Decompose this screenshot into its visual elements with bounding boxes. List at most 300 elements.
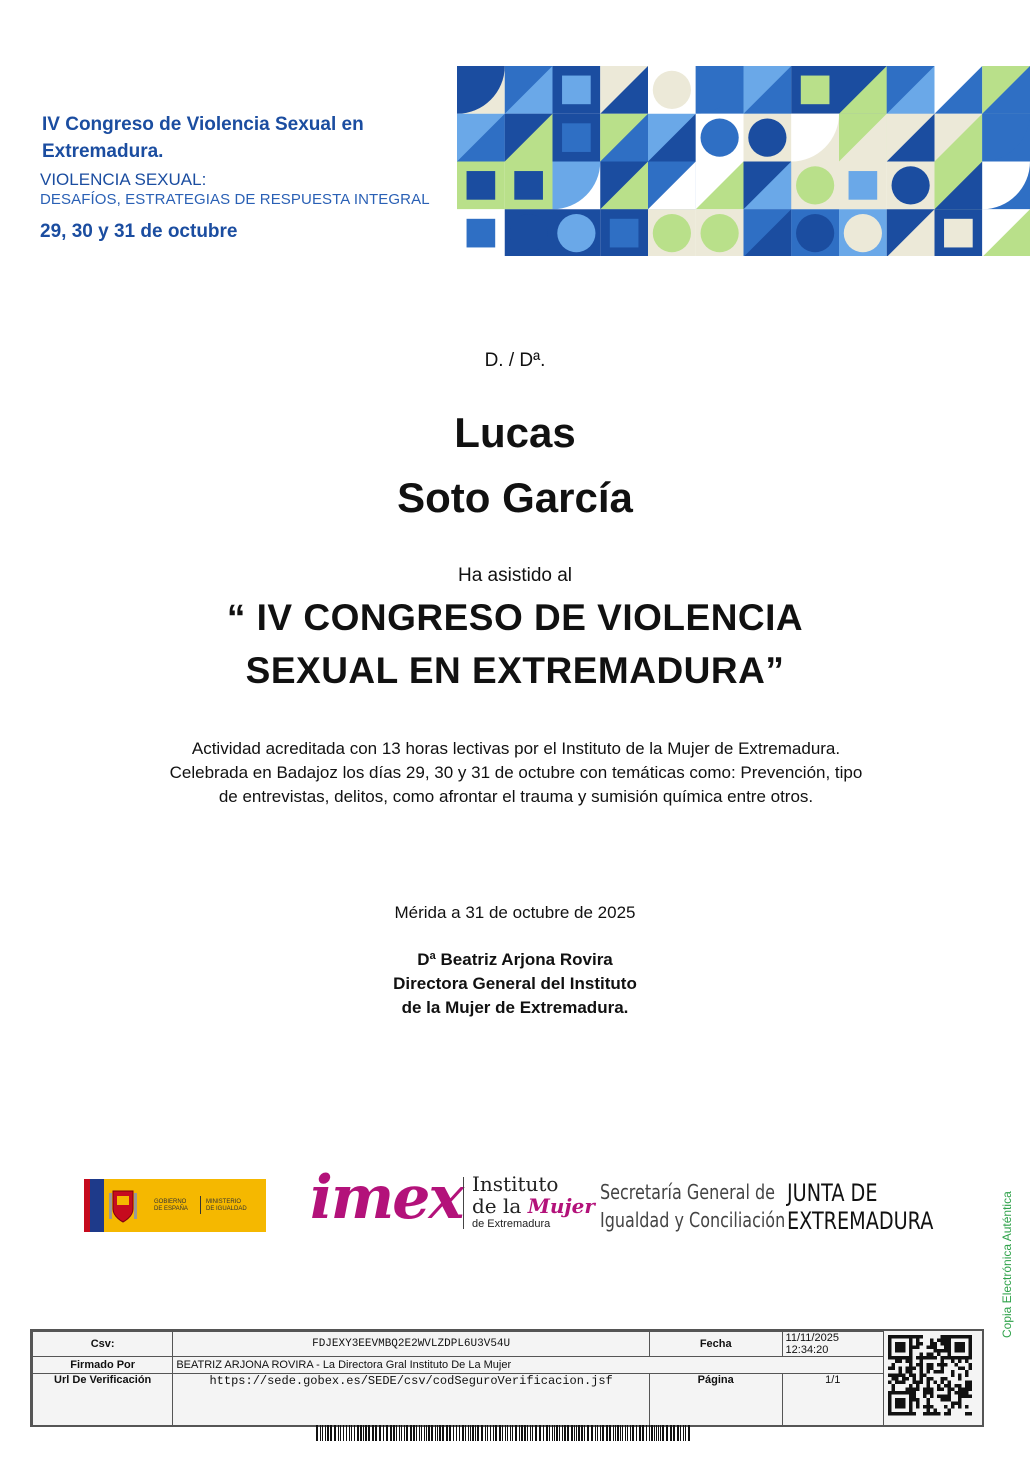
barcode-bar [413,1425,415,1441]
qr-module [906,1412,910,1416]
barcode-bar [539,1425,541,1441]
qr-module [909,1356,913,1360]
qr-module [920,1335,924,1339]
qr-module [941,1335,945,1339]
qr-module [951,1402,955,1406]
signer-role-2: de la Mujer de Extremadura. [401,998,629,1017]
qr-module [951,1374,955,1378]
attendee-surnames: Soto García [397,474,633,521]
qr-module [888,1356,892,1360]
qr-module [969,1339,973,1343]
qr-module [916,1346,920,1350]
qr-module [909,1374,913,1378]
csv-label: Csv: [33,1332,173,1357]
qr-module [944,1335,948,1339]
qr-module [927,1367,931,1371]
qr-module [944,1384,948,1388]
barcode-bar [567,1425,569,1441]
barcode-bar [507,1425,508,1441]
qr-module [948,1398,952,1402]
barcode-bar [617,1425,619,1441]
barcode-bar [584,1425,585,1441]
qr-module [927,1370,931,1374]
qr-module [888,1391,892,1395]
qr-module [948,1409,952,1413]
qr-module [888,1353,892,1357]
qr-module [958,1402,962,1406]
qr-module [920,1363,924,1367]
qr-module [969,1335,973,1339]
qr-module [920,1360,924,1364]
signer-name: Dª Beatriz Arjona Rovira [417,950,613,969]
csv-table [32,1331,884,1426]
barcode-bar [651,1425,653,1441]
qr-module [906,1377,910,1381]
qr-module [899,1381,903,1385]
qr-module [941,1339,945,1343]
qr-module [958,1391,962,1395]
qr-module [930,1405,934,1409]
qr-module [965,1405,969,1409]
gov-text-2: DE ESPAÑA [154,1206,188,1212]
barcode-bar [365,1425,367,1441]
barcode-bar [642,1425,644,1441]
barcode-bar [416,1425,417,1441]
qr-module [888,1339,892,1343]
qr-module [951,1388,955,1392]
qr-module [962,1335,966,1339]
barcode-bar [625,1425,626,1441]
qr-module [916,1384,920,1388]
qr-module [899,1412,903,1416]
mosaic-shape [610,219,639,248]
qr-module [934,1381,938,1385]
qr-module [923,1405,927,1409]
event-subtitle-1: VIOLENCIA SEXUAL: [40,170,207,189]
qr-module [920,1353,924,1357]
qr-module [969,1367,973,1371]
qr-module [941,1388,945,1392]
qr-module [951,1360,955,1364]
mosaic-shape [892,166,930,204]
barcode-bar [666,1425,668,1441]
qr-module [948,1381,952,1385]
barcode-bar [325,1425,326,1441]
copy-authentic-label: Copia Electrónica Auténtica [1000,1191,1014,1338]
qr-module [916,1363,920,1367]
barcode-bar [346,1425,347,1441]
qr-module [895,1398,899,1402]
barcode-bar [327,1425,329,1441]
qr-module [909,1384,913,1388]
barcode-bar [499,1425,501,1441]
qr-module [930,1377,934,1381]
qr-module [892,1391,896,1395]
barcode-bar [372,1425,374,1441]
qr-module [888,1346,892,1350]
qr-module [888,1405,892,1409]
qr-module [965,1370,969,1374]
junta-text-1: JUNTA DE [787,1179,878,1207]
qr-module [948,1349,952,1353]
qr-module [899,1398,903,1402]
barcode-bar [449,1425,451,1441]
qr-module [941,1381,945,1385]
qr-module [948,1339,952,1343]
qr-module [909,1339,913,1343]
qr-module [944,1412,948,1416]
qr-module [892,1388,896,1392]
qr-module [948,1353,952,1357]
qr-module [920,1374,924,1378]
qr-module [941,1360,945,1364]
qr-module [948,1346,952,1350]
qr-module [899,1346,903,1350]
imex-text-2 [472,1194,595,1218]
qr-module [930,1363,934,1367]
qr-module [909,1395,913,1399]
qr-module [895,1377,899,1381]
qr-module [906,1367,910,1371]
qr-code-icon [888,1335,974,1417]
barcode-bar [343,1425,344,1441]
barcode-bar [688,1425,690,1441]
qr-module [969,1353,973,1357]
barcode-bar [597,1425,598,1441]
qr-module [958,1342,962,1346]
event-subtitle-2: DESAFÍOS, ESTRATEGIAS DE RESPUESTA INTEGRAL [40,191,430,208]
barcode-bar [627,1425,628,1441]
qr-module [923,1395,927,1399]
barcode-bar [487,1425,488,1441]
qr-module [899,1374,903,1378]
qr-module [902,1335,906,1339]
qr-module [969,1384,973,1388]
barcode-bar [462,1425,464,1441]
qr-module [965,1360,969,1364]
barcode-bar [521,1425,523,1441]
qr-module [920,1367,924,1371]
qr-module [958,1388,962,1392]
qr-module [902,1356,906,1360]
barcode-bar [439,1425,441,1441]
qr-module [913,1346,917,1350]
barcode-bar [527,1425,528,1441]
qr-module [958,1384,962,1388]
qr-module [955,1391,959,1395]
qr-module [888,1381,892,1385]
mosaic-shape [514,171,543,200]
qr-module [958,1346,962,1350]
course-title-line-1: “ IV CONGRESO DE VIOLENCIA [226,597,804,638]
qr-module [892,1335,896,1339]
qr-module [962,1391,966,1395]
qr-module [934,1356,938,1360]
qr-module [937,1349,941,1353]
qr-module [955,1342,959,1346]
qr-module [892,1377,896,1381]
qr-module [916,1388,920,1392]
barcode-bar [354,1425,355,1441]
qr-module [888,1342,892,1346]
mosaic-shape [701,214,739,252]
firmado-value: BEATRIZ ARJONA ROVIRA - La Directora Gral Instituto De La Mujer [173,1357,884,1374]
qr-module [937,1388,941,1392]
qr-module [948,1388,952,1392]
qr-module [902,1402,906,1406]
barcode-bar [559,1425,560,1441]
fecha-label: Fecha [649,1332,782,1357]
csv-verification-box [30,1329,984,1427]
qr-module [913,1395,917,1399]
qr-module [941,1367,945,1371]
barcode-bar [658,1425,659,1441]
qr-module [888,1335,892,1339]
pagina-label: Página [649,1374,782,1426]
barcode-bar [459,1425,460,1441]
qr-module [895,1349,899,1353]
ministry-text-1: MINISTERIO [206,1199,242,1205]
qr-module [899,1342,903,1346]
qr-module [909,1346,913,1350]
qr-module [920,1356,924,1360]
qr-module [906,1356,910,1360]
place-date: Mérida a 31 de octubre de 2025 [394,903,636,922]
qr-module [888,1395,892,1399]
qr-module [909,1412,913,1416]
qr-module [937,1384,941,1388]
qr-module [927,1353,931,1357]
barcode-bar [330,1425,332,1441]
qr-module [958,1374,962,1378]
qr-module [955,1335,959,1339]
qr-module [948,1335,952,1339]
qr-module [906,1360,910,1364]
qr-module [920,1342,924,1346]
qr-module [930,1412,934,1416]
mosaic-shape [748,119,786,157]
qr-module [948,1391,952,1395]
qr-module [937,1370,941,1374]
qr-module [913,1377,917,1381]
barcode-bar [562,1425,563,1441]
barcode-bar [632,1425,634,1441]
mosaic-shape [510,214,548,252]
qr-module [902,1377,906,1381]
qr-module [895,1342,899,1346]
qr-module [916,1335,920,1339]
qr-module [941,1370,945,1374]
ministry-text-2: DE IGUALDAD [206,1206,247,1212]
qr-module [895,1374,899,1378]
qr-module [962,1388,966,1392]
qr-module [913,1388,917,1392]
qr-module [916,1398,920,1402]
qr-module [958,1367,962,1371]
barcode-bar [357,1425,359,1441]
barcode-bar [574,1425,575,1441]
qr-module [916,1339,920,1343]
barcode-bar [363,1425,364,1441]
barcode-bar [660,1425,661,1441]
qr-module [930,1388,934,1392]
mosaic-shape [944,219,973,248]
qr-module [944,1356,948,1360]
qr-module [920,1377,924,1381]
qr-module [958,1395,962,1399]
qr-module [962,1356,966,1360]
barcode-bar [453,1425,454,1441]
qr-module [888,1367,892,1371]
qr-module [895,1346,899,1350]
barcode-bar [349,1425,350,1441]
barcode-bar [360,1425,362,1441]
qr-module [923,1388,927,1392]
qr-module [902,1349,906,1353]
qr-module [930,1367,934,1371]
mosaic-shape [796,214,834,252]
qr-module [892,1367,896,1371]
mosaic-shape [467,219,496,248]
barcode-bar [493,1425,494,1441]
decorative-mosaic [457,66,1030,256]
barcode-bar [556,1425,558,1441]
imex-divider [463,1177,464,1229]
barcode-bar [602,1425,604,1441]
qr-module [934,1349,938,1353]
qr-module [955,1346,959,1350]
secretaria-text-2: Igualdad y Conciliación [600,1208,786,1232]
qr-module [909,1398,913,1402]
barcode-bar [351,1425,352,1441]
qr-module [909,1349,913,1353]
qr-module [969,1395,973,1399]
qr-module [913,1335,917,1339]
barcode-bar [340,1425,341,1441]
qr-module [965,1374,969,1378]
verification-url[interactable]: https://sede.gobex.es/SEDE/csv/codSeguroVerificacion.jsf [173,1374,650,1426]
qr-module [951,1335,955,1339]
qr-module [930,1346,934,1350]
barcode-bar [543,1425,544,1441]
qr-module [934,1342,938,1346]
qr-module [927,1356,931,1360]
barcode-bar [437,1425,438,1441]
qr-module [927,1391,931,1395]
barcode-bar [404,1425,405,1441]
qr-module [944,1342,948,1346]
qr-module [948,1412,952,1416]
barcode-bar [502,1425,503,1441]
barcode-bar [620,1425,621,1441]
qr-module [937,1412,941,1416]
barcode-bar [428,1425,430,1441]
qr-module [941,1363,945,1367]
barcode-bar [552,1425,553,1441]
mosaic-shape [653,71,691,109]
qr-module [909,1360,913,1364]
qr-module [909,1335,913,1339]
barcode-bar [431,1425,433,1441]
qr-module [930,1339,934,1343]
qr-module [909,1388,913,1392]
activity-description: Actividad acreditada con 13 horas lectivas por el Instituto de la Mujer de Extremadura. Celebrada en Badajoz los días 29, 30 y 31 de octubre con temáticas como: Prevención, tipo de entrevistas, delitos, como afrontar el trauma y sumisión química entre otros. [169,739,863,806]
qr-module [909,1367,913,1371]
imex-text-3: de Extremadura [472,1218,551,1230]
qr-module [951,1405,955,1409]
mosaic-shape [557,214,595,252]
qr-module [892,1356,896,1360]
qr-module [899,1349,903,1353]
qr-module [892,1412,896,1416]
qr-module [927,1412,931,1416]
barcode-bar [578,1425,580,1441]
barcode-bar [465,1425,466,1441]
qr-module [934,1370,938,1374]
qr-module [909,1342,913,1346]
qr-module [965,1388,969,1392]
qr-module [955,1356,959,1360]
url-label: Url De Verificación [33,1374,173,1426]
qr-module [941,1356,945,1360]
barcode-bar [673,1425,675,1441]
qr-module [927,1377,931,1381]
qr-module [962,1367,966,1371]
qr-module [892,1363,896,1367]
barcode-bar [554,1425,555,1441]
qr-module [965,1356,969,1360]
qr-module [895,1360,899,1364]
qr-module [923,1391,927,1395]
qr-module [927,1398,931,1402]
event-title: IV Congreso de Violencia Sexual en Extremadura. [42,114,364,162]
barcode-icon [316,1425,694,1441]
qr-module [962,1395,966,1399]
barcode-bar [630,1425,631,1441]
qr-module [888,1402,892,1406]
event-dates: 29, 30 y 31 de octubre [40,221,238,242]
qr-module [927,1346,931,1350]
barcode-bar [683,1425,684,1441]
qr-module [969,1363,973,1367]
qr-module [965,1381,969,1385]
qr-module [969,1356,973,1360]
qr-module [930,1353,934,1357]
qr-module [944,1395,948,1399]
barcode-bar [472,1425,474,1441]
qr-module [895,1381,899,1385]
csv-code: FDJEXY3EEVMBQ2E2WVLZDPL6U3V54U [173,1332,650,1357]
qr-module [913,1374,917,1378]
qr-module [965,1395,969,1399]
barcode-bar [606,1425,608,1441]
barcode-bar [587,1425,589,1441]
barcode-bar [636,1425,637,1441]
qr-module [958,1335,962,1339]
qr-module [934,1346,938,1350]
mosaic-shape [796,166,834,204]
qr-module [895,1335,899,1339]
barcode-bar [379,1425,381,1441]
qr-module [899,1367,903,1371]
qr-module [944,1398,948,1402]
qr-module [958,1398,962,1402]
attendee-first-name: Lucas [454,409,576,456]
barcode-bar [515,1425,517,1441]
mosaic-shape [701,119,739,157]
mosaic-shape [467,171,496,200]
qr-module [951,1370,955,1374]
